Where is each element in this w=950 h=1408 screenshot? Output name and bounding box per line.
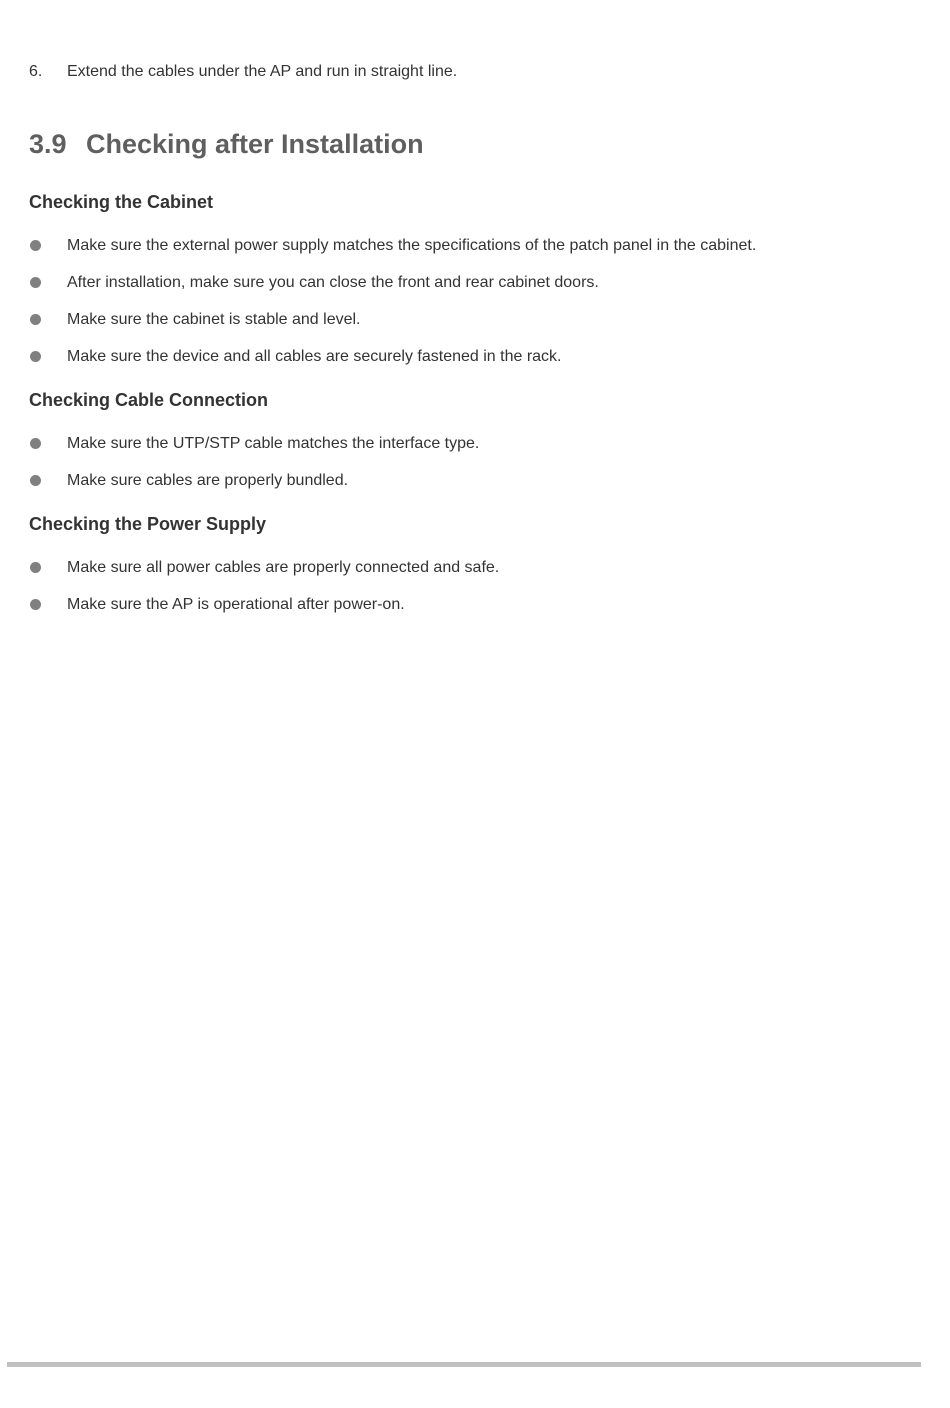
bullet-icon [30, 599, 41, 610]
section-number: 3.9 [29, 129, 67, 159]
bullet-icon [30, 475, 41, 486]
subsection-heading-power-supply: Checking the Power Supply [29, 514, 267, 534]
footer-divider [7, 1362, 921, 1367]
list-item [29, 309, 909, 331]
list-item-text: Make sure the external power supply matches the specifications of the patch panel in the cabinet. [67, 237, 757, 254]
list-item [29, 235, 909, 257]
bullet-icon [30, 314, 41, 325]
step-number: 6. [29, 63, 43, 80]
list-item [29, 433, 909, 455]
bullet-icon [30, 240, 41, 251]
list-item-text: Make sure cables are properly bundled. [67, 472, 349, 489]
step-text: Extend the cables under the AP and run in straight line. [67, 63, 458, 80]
section-title: Checking after Installation [86, 129, 424, 159]
bullet-icon [30, 277, 41, 288]
bullet-icon [30, 562, 41, 573]
list-item [29, 594, 909, 616]
list-item-text: Make sure the device and all cables are securely fastened in the rack. [67, 348, 562, 365]
list-item-text: Make sure the cabinet is stable and level. [67, 311, 361, 328]
subsection-heading-cabinet: Checking the Cabinet [29, 192, 214, 212]
list-item-text: Make sure the UTP/STP cable matches the interface type. [67, 435, 480, 452]
bullet-icon [30, 438, 41, 449]
list-item-text: After installation, make sure you can close the front and rear cabinet doors. [67, 274, 599, 291]
list-item-text: Make sure the AP is operational after power-on. [67, 596, 405, 613]
list-item [29, 557, 909, 579]
list-item-text: Make sure all power cables are properly connected and safe. [67, 559, 500, 576]
subsection-heading-cable-connection: Checking Cable Connection [29, 390, 269, 410]
list-item [29, 470, 909, 492]
bullet-icon [30, 351, 41, 362]
section-heading [29, 126, 424, 162]
list-item [29, 272, 909, 294]
list-item [29, 346, 909, 368]
